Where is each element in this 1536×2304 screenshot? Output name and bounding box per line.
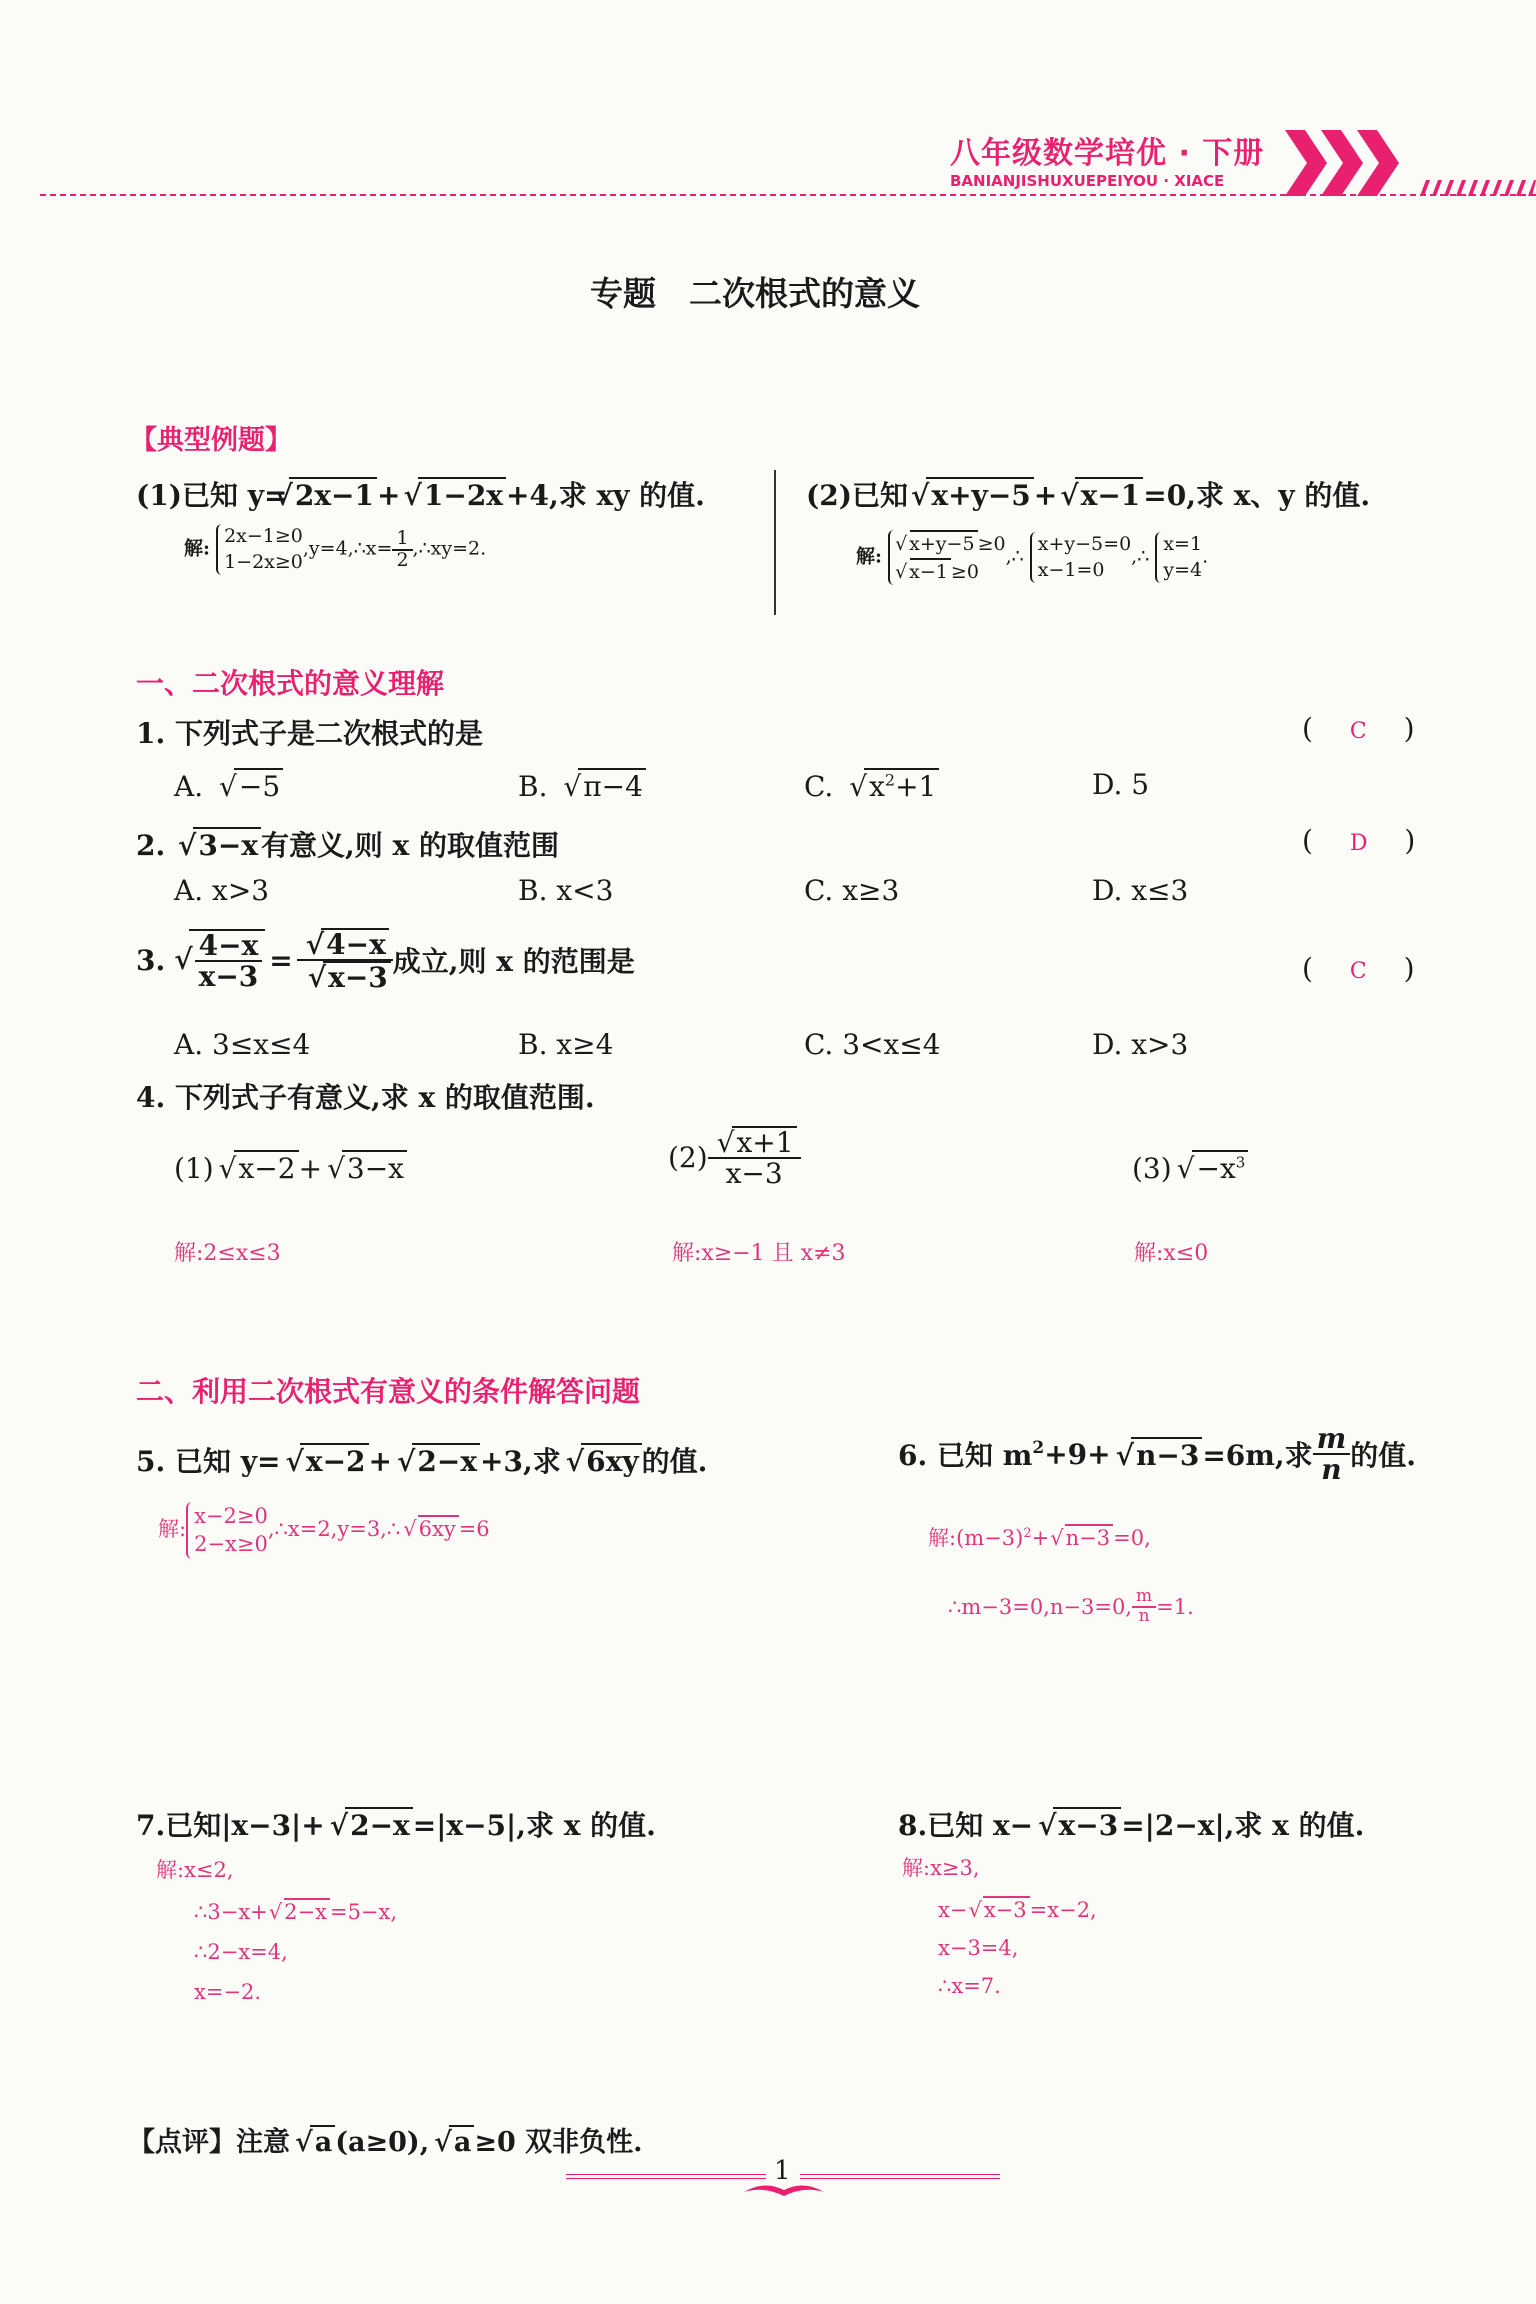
question-7-solution-4: x=−2. (194, 1980, 262, 2004)
question-6-solution-1: 解$:(m-3)^2+√$ n−3 =0, (928, 1522, 1151, 1552)
question-5-solution: 解: x−2≥0 2−x≥0 ,∴x=2,y=3,∴√ 6xy =6 (158, 1502, 490, 1559)
question-4-solution-3: 解:x≤0 (1134, 1241, 1209, 1266)
question-4-solution-1: 解:2≤x≤3 (174, 1241, 281, 1266)
question-7-solution-3: ∴2−x=4, (194, 1940, 288, 1964)
question-8-solution-3: x−3=4, (938, 1936, 1019, 1960)
question-7-stem: 7.已知|x−3|+√ 2−x =|x−5|,求 x 的值. (136, 1804, 656, 1844)
question-8-stem: 8.已知 x−√ x−3 =|2−x|,求 x 的值. (898, 1804, 1364, 1844)
question-8-solution-4: ∴x=7. (938, 1974, 1001, 1998)
question-2-option-d: D. x≤3 (1092, 874, 1189, 907)
question-3-option-b: B. x≥4 (518, 1028, 614, 1061)
question-4-stem: 4. 下列式子有意义,求 x 的取值范围. (136, 1081, 595, 1114)
question-4-part-2: (2) √ $\frac{x+1}{x-3}$ (668, 1126, 801, 1189)
question-3-option-c: C. 3<x≤4 (804, 1028, 941, 1061)
question-4-part-3: $(3)√ -x^3$ (1132, 1150, 1248, 1185)
footer-line-right (800, 2174, 1000, 2179)
page-number: 1 (774, 2156, 791, 2186)
header-title: 八年级数学培优 · 下册 (950, 136, 1265, 171)
question-6-stem: 6. 已知 m $^2$ +9+ √ n−3 =6m,求 $\frac{m}{n}$ 的值. (898, 1424, 1416, 1485)
question-4-solution-2: 解:x≥−1 且 x≠3 (672, 1241, 846, 1266)
example-1-question: (1)已知 y=√ 2x−1 +√ 1−2x +4,求 xy 的值. (136, 474, 705, 514)
header-subtitle: BANIANJISHUXUEPEIYOU · XIACE (950, 172, 1225, 190)
question-3-answer-box: ( C ) (1302, 952, 1415, 985)
example-label: 【典型例题】 (130, 425, 292, 456)
question-1-option-c: C. √ $x^2+1$ (804, 768, 939, 803)
example-divider (774, 470, 776, 615)
question-8-solution-1: 解:x≥3, (902, 1856, 980, 1880)
question-7-solution-1: 解:x≤2, (156, 1858, 234, 1882)
question-6-solution-2: ∴m−3=0,n−3=0, $\frac{m}{n}$ =1. (948, 1586, 1194, 1626)
question-1-option-a: A. √ −5 (174, 768, 283, 803)
example-2-solution: 解: √ x+y−5 ≥0 √ x−1 ≥0 ,∴ x+y−5=0 x−1=0 ,∴ x=1 y=4 . (856, 530, 1208, 585)
question-1-stem: 1. 下列式子是二次根式的是 (136, 717, 483, 750)
question-2-answer-box: ( D ) (1302, 824, 1416, 857)
question-7-solution-2: ∴3−x+√ 2−x =5−x, (194, 1898, 397, 1924)
example-1-solution: 解: 2x−1≥0 1−2x≥0 ,y=4,∴x= $\frac{1}{2}$ ,∴xy=2. (184, 524, 486, 575)
question-2-option-c: C. x≥3 (804, 874, 900, 907)
question-2-option-a: A. x>3 (174, 874, 270, 907)
footer-wave-icon (744, 2180, 824, 2198)
comment-note: 【点评】注意√ a (a≥0),√ a ≥0 双非负性. (128, 2120, 643, 2159)
example-2-question: (2)已知√ x+y−5 +√ x−1 =0,求 x、y 的值. (806, 474, 1370, 514)
question-1-option-b: B. √ π−4 (518, 768, 646, 803)
section-1-heading: 一、二次根式的意义理解 (136, 667, 445, 700)
header-stripes-icon (1420, 180, 1536, 196)
header-chevrons-icon (1285, 130, 1415, 196)
question-2-option-b: B. x<3 (518, 874, 614, 907)
question-1-answer-box: ( C ) (1302, 712, 1415, 745)
page-title: 专题 二次根式的意义 (590, 274, 920, 313)
question-3-stem: 3. √ $\frac{4-x}{x-3}$ = √ 4−x √ x−3 成立,则 x 的范围是 (136, 928, 635, 993)
question-1-option-d: D. 5 (1092, 768, 1150, 801)
footer-line-left (566, 2174, 766, 2179)
question-4-part-1: (1)√ x−2 +√ 3−x (174, 1150, 407, 1185)
question-5-stem: 5. 已知 y=√ x−2 +√ 2−x +3,求√ 6xy 的值. (136, 1440, 707, 1480)
question-8-solution-2: x−√ x−3 =x−2, (938, 1896, 1097, 1922)
question-3-option-a: A. 3≤x≤4 (174, 1028, 311, 1061)
section-2-heading: 二、利用二次根式有意义的条件解答问题 (136, 1375, 641, 1408)
question-3-option-d: D. x>3 (1092, 1028, 1189, 1061)
question-2-stem: 2. √ 3−x 有意义,则 x 的取值范围 (136, 824, 559, 864)
